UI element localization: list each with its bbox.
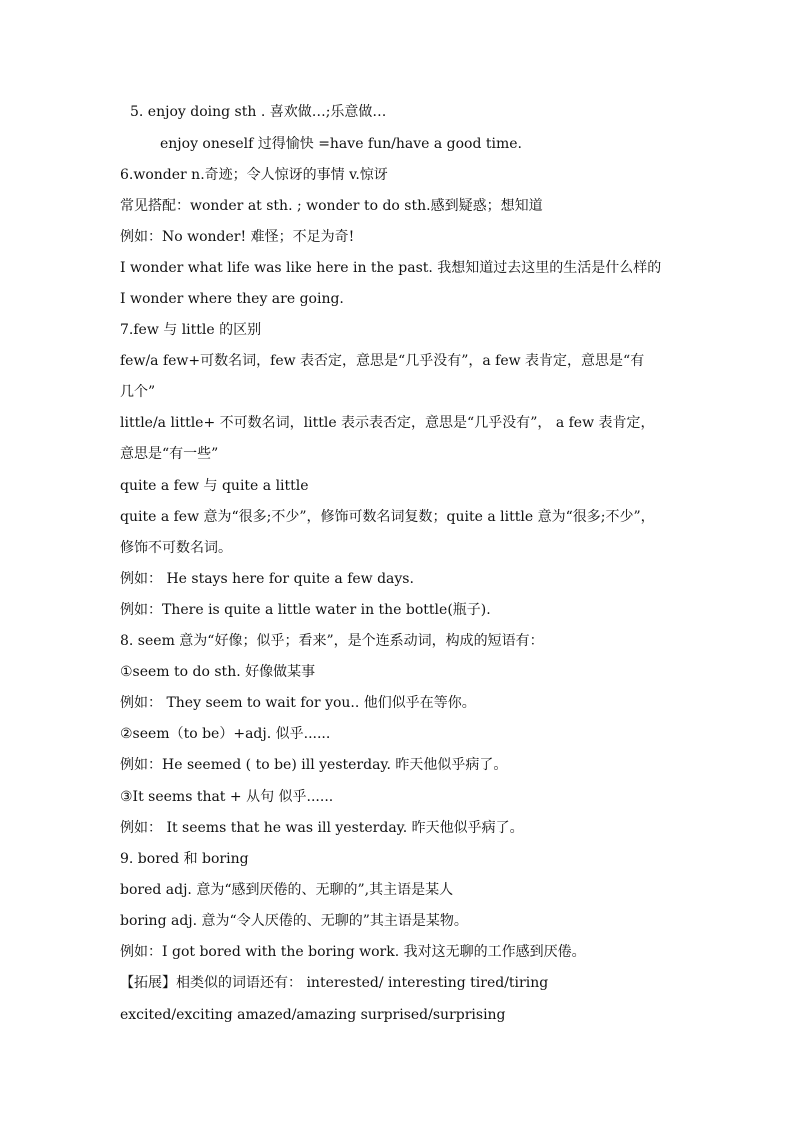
item-9-heading: 9. bored 和 boring	[120, 851, 249, 867]
item-6-heading: 6.wonder n.奇迹；令人惊讶的事情 v.惊讶	[120, 167, 388, 183]
example-seem-3: 例如： It seems that he was ill yesterday. 昨天他似乎病了。	[120, 820, 524, 836]
extension-word-pairs: excited/exciting amazed/amazing surprised/surprising	[120, 1007, 506, 1023]
example-seem-2: 例如：He seemed ( to be) ill yesterday. 昨天他似乎病了。	[120, 757, 508, 773]
item-7-heading: 7.few 与 little 的区别	[120, 322, 262, 338]
example-quite-a-few: 例如： He stays here for quite a few days.	[120, 571, 414, 587]
quite-a-few-explanation-cont: 修饰不可数名词。	[120, 540, 232, 556]
quite-a-few-explanation: quite a few 意为“很多;不少”，修饰可数名词复数；quite a little 意为“很多;不少”，	[120, 509, 655, 525]
quite-a-few-heading: quite a few 与 quite a little	[120, 478, 309, 494]
example-no-wonder: 例如：No wonder! 难怪；不足为奇!	[120, 229, 355, 245]
enjoy-oneself-line: enjoy oneself 过得愉快 =have fun/have a good time.	[160, 136, 523, 152]
boring-definition: boring adj. 意为“令人厌倦的、无聊的”其主语是某物。	[120, 913, 468, 929]
few-explanation: few/a few+可数名词，few 表否定，意思是“几乎没有”，a few 表肯定，意思是“有	[120, 353, 645, 369]
little-explanation-cont: 意思是“有一些”	[120, 446, 219, 462]
extension-similar-words: 【拓展】相类似的词语还有： interested/ interesting tired/tiring	[120, 975, 549, 991]
example-wonder-where: I wonder where they are going.	[120, 291, 344, 307]
item-5-heading: 5. enjoy doing sth . 喜欢做…;乐意做…	[130, 104, 387, 120]
bored-definition: bored adj. 意为“感到厌倦的、无聊的”,其主语是某人	[120, 882, 454, 898]
little-explanation: little/a little+ 不可数名词，little 表示表否定，意思是“几乎没有”， a few 表肯定，	[120, 415, 655, 431]
example-wonder-past: I wonder what life was like here in the past. 我想知道过去这里的生活是什么样的	[120, 260, 662, 276]
seem-phrase-1: ①seem to do sth. 好像做某事	[120, 664, 316, 680]
few-explanation-cont: 几个”	[120, 384, 156, 400]
seem-phrase-3: ③It seems that + 从句 似乎......	[120, 789, 334, 805]
example-seem-1: 例如： They seem to wait for you.. 他们似乎在等你。	[120, 695, 476, 711]
example-bored-boring: 例如：I got bored with the boring work. 我对这无聊的工作感到厌倦。	[120, 944, 586, 960]
item-8-heading: 8. seem 意为“好像；似乎；看来”，是个连系动词，构成的短语有：	[120, 633, 544, 649]
seem-phrase-2: ②seem（to be）+adj. 似乎......	[120, 726, 331, 742]
example-quite-a-little: 例如：There is quite a little water in the bottle(瓶子).	[120, 602, 491, 618]
wonder-collocations: 常见搭配：wonder at sth. ; wonder to do sth.感到疑惑；想知道	[120, 198, 543, 214]
